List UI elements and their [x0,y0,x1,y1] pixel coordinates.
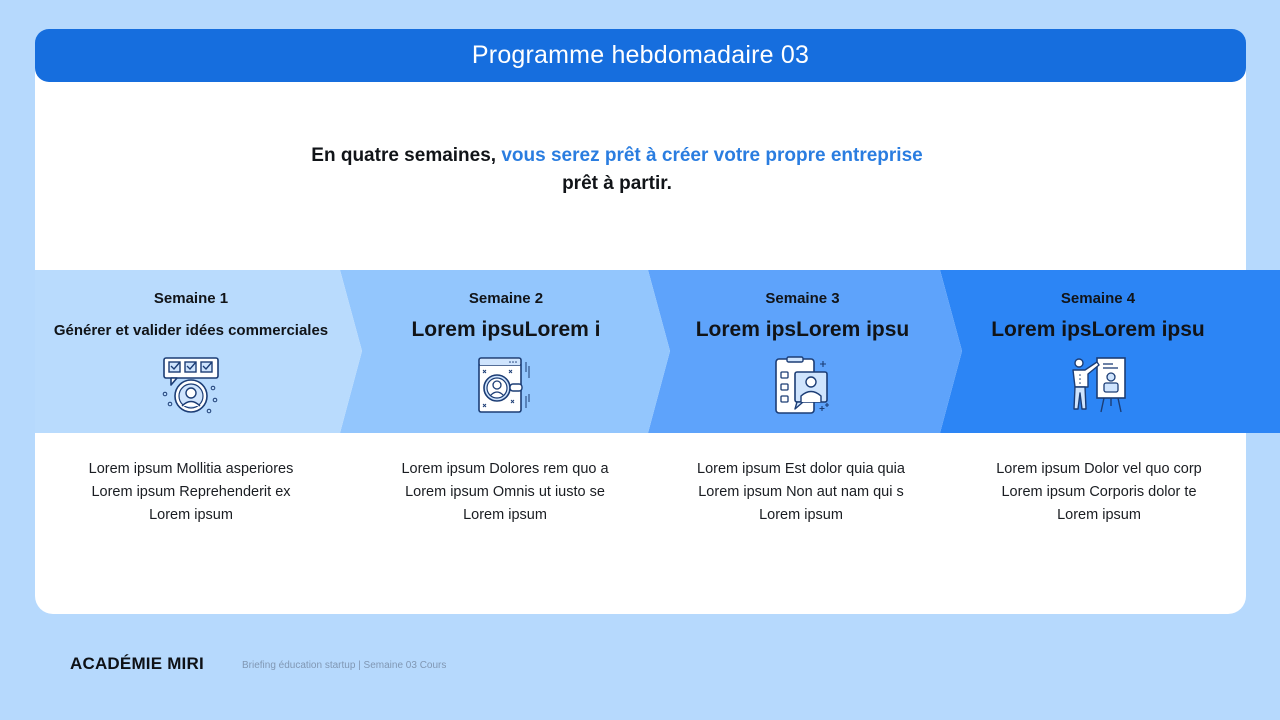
search-profile-icon [476,356,536,416]
description-line: Lorem ipsum Dolores rem quo a [401,461,609,477]
step-description-2 [355,458,655,527]
clipboard-person-icon [773,356,833,416]
step-week-label: Semaine 2 [468,290,544,307]
step-description-4 [949,458,1249,527]
step-title: Générer et valider idées commerciales [53,322,329,339]
step-description-3 [651,458,951,527]
step-week-3 [660,270,945,433]
description-line: Lorem ipsum [1057,507,1141,523]
description-line: Lorem ipsum [759,507,843,523]
intro-line2: prêt à partir. [562,173,672,194]
step-title: Lorem ipsLorem ipsu [991,318,1205,341]
description-line: Lorem ipsum Mollitia asperiores [88,461,294,477]
description-line: Lorem ipsum Corporis dolor te [1001,484,1197,500]
description-line: Lorem ipsum [149,507,233,523]
step-week-4 [950,270,1246,433]
step-week-1 [35,270,347,433]
description-line: Lorem ipsum Dolor vel quo corp [996,461,1202,477]
page-title: Programme hebdomadaire 03 [471,41,810,69]
step-description-1 [41,458,341,527]
presentation-icon [1068,356,1128,416]
description-line: Lorem ipsum Non aut nam qui s [698,484,904,500]
step-week-label: Semaine 4 [1060,290,1136,307]
intro-text [0,142,1234,198]
weeks-timeline [35,270,1280,433]
intro-part1: En quatre semaines, [311,145,502,166]
header-bar [35,29,1246,82]
description-line: Lorem ipsum [463,507,547,523]
description-line: Lorem ipsum Est dolor quia quia [697,461,905,477]
step-week-2 [354,270,658,433]
footer-subtitle: Briefing éducation startup | Semaine 03 Cours [242,660,447,671]
step-title: Lorem ipsuLorem i [411,318,601,341]
step-title: Lorem ipsLorem ipsu [695,318,910,341]
description-line: Lorem ipsum Reprehenderit ex [91,484,291,500]
step-week-label: Semaine 1 [153,290,229,307]
step-week-label: Semaine 3 [765,290,840,307]
footer-brand: ACADÉMIE MIRI [70,654,204,673]
intro-highlight: vous serez prêt à créer votre propre entreprise [501,145,923,166]
checklist-person-icon [161,356,221,416]
description-line: Lorem ipsum Omnis ut iusto se [405,484,605,500]
